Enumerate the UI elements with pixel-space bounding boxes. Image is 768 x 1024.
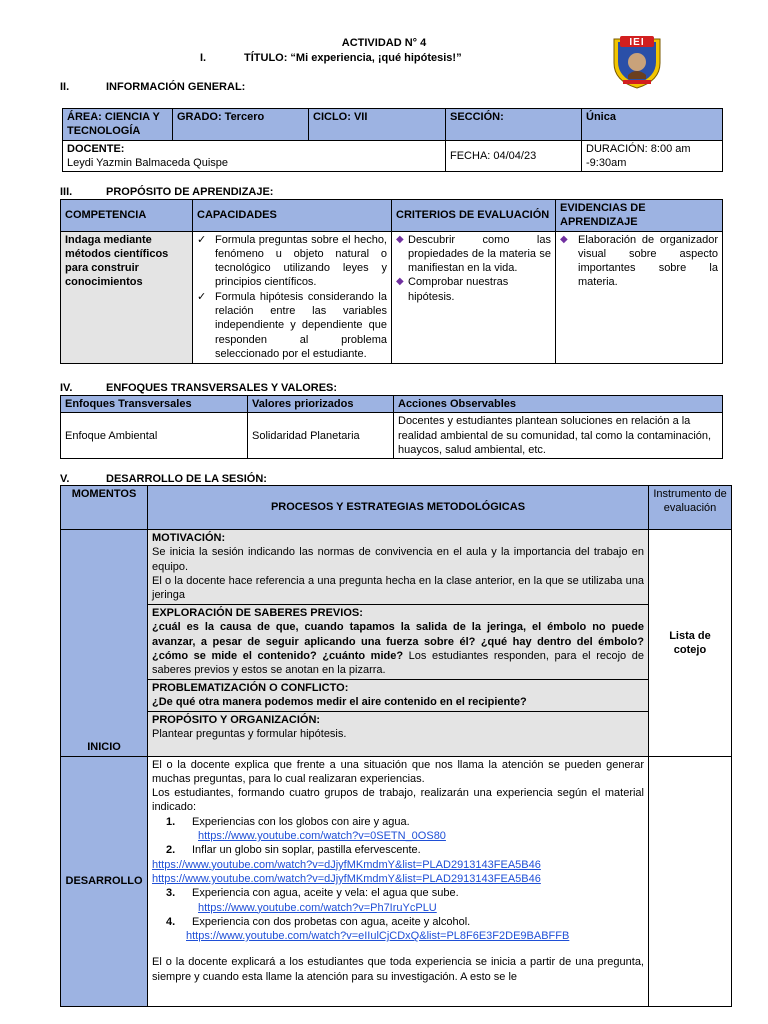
section-value-cell: Única [582, 109, 723, 141]
capacidad-item: ✓ Formula hipótesis considerando la relación entre las variables independiente y dependiente que responden al problema seleccionado por el estudiante. [197, 290, 387, 360]
criterios-cell [392, 231, 556, 363]
motivacion-title: MOTIVACIÓN: [152, 532, 226, 544]
experience-item: 2. Inflar un globo sin soplar, pastilla efervescente. [166, 844, 421, 857]
proposito-text: Plantear preguntas y formular hipótesis. [152, 727, 347, 740]
development-header-instrumento: Instrumento de evaluación [649, 486, 732, 530]
section-title: ENFOQUES TRANSVERSALES Y VALORES: [106, 382, 338, 394]
section-label-cell: SECCIÓN: [446, 109, 582, 141]
proposito-title: PROPÓSITO Y ORGANIZACIÓN: [152, 713, 321, 726]
motivacion-paragraph: El o la docente hace referencia a una pregunta hecha en la clase anterior, en la que se utilizaba una jeringa [152, 574, 644, 602]
video-link[interactable]: https://www.youtube.com/watch?v=Ph7IruYcPLU [198, 901, 437, 914]
acciones-cell: Docentes y estudiantes plantean soluciones en relación a la realidad ambiental de su comunidad, tal como la contaminación, huaycos, salud ambiental, etc. [394, 413, 723, 459]
area-cell: ÁREA: CIENCIA Y TECNOLOGÍA [63, 109, 173, 141]
competencia-cell: Indaga mediante métodos científicos para construir conocimientos [61, 231, 193, 363]
criterio-item: ◆ Descubrir como las propiedades de la materia se manifiestan en la vida. [396, 233, 551, 275]
purpose-header-competencia: COMPETENCIA [61, 200, 193, 232]
experience-item: 4. Experiencia con dos probetas con agua, aceite y alcohol. [166, 915, 471, 928]
saberes-rest: Los estudiantes responden, para el recojo de saberes previos y estos se anotan en la pizarra. [152, 649, 644, 677]
section-title: PROPÓSITO DE APRENDIZAJE: [106, 186, 274, 198]
section-approaches-heading [60, 381, 337, 395]
problema-question: ¿De qué otra manera podemos medir el aire contenido en el recipiente? [152, 696, 527, 709]
check-icon: ✓ [197, 290, 207, 303]
development-table [60, 485, 732, 1007]
diamond-bullet-icon: ◆ [396, 233, 404, 245]
general-info-table [62, 108, 723, 172]
criterio-item: ◆ Comprobar nuestras hipótesis. [396, 276, 509, 303]
section-general-heading [60, 80, 245, 94]
duration-cell: DURACIÓN: 8:00 am -9:30am [582, 140, 723, 172]
experience-item: 3. Experiencia con agua, aceite y vela: el agua que sube. [166, 887, 459, 900]
development-header-procesos: PROCESOS Y ESTRATEGIAS METODOLÓGICAS [148, 486, 649, 530]
motivacion-cell [148, 530, 649, 605]
teacher-label: DOCENTE: [67, 142, 125, 155]
video-link[interactable]: https://www.youtube.com/watch?v=dJjyfMKmdmY&list=PLAD2913143FEA5B46 [152, 858, 541, 871]
saberes-title: EXPLORACIÓN DE SABERES PREVIOS: [152, 607, 363, 619]
approaches-header-valores: Valores priorizados [248, 396, 394, 413]
section-number: III. [60, 186, 73, 198]
valor-cell: Solidaridad Planetaria [248, 413, 394, 459]
diamond-bullet-icon: ◆ [560, 233, 568, 245]
video-link[interactable]: https://www.youtube.com/watch?v=eIIulCjCDxQ&list=PL8F6E3F2DE9BABFFB [186, 930, 570, 943]
evidencias-cell [556, 231, 723, 363]
section-number: IV. [60, 382, 73, 394]
approaches-table [60, 395, 723, 459]
capacidades-cell [193, 231, 392, 363]
desarrollo-moment-cell: DESARROLLO [61, 756, 148, 1006]
saberes-cell [148, 605, 649, 680]
purpose-header-evidencias: EVIDENCIAS DE APRENDIZAJE [556, 200, 723, 232]
video-link[interactable]: https://www.youtube.com/watch?v=dJjyfMKmdmY&list=PLAD2913143FEA5B46 [152, 872, 541, 885]
desarrollo-paragraph: El o la docente explicará a los estudiantes que toda experiencia se inicia a partir de una pregunta, siempre y cuando esta llame la atención para su investigación. A esto se le [152, 956, 644, 983]
capacidad-item: ✓ Formula preguntas sobre el hecho, fenómeno u objeto natural o tecnológico utilizando leyes y principios científicos. [197, 233, 387, 289]
section-title: DESARROLLO DE LA SESIÓN: [106, 473, 267, 485]
experience-item: 1. Experiencias con los globos con aire y agua. [166, 815, 410, 828]
date-cell: FECHA: 04/04/23 [446, 140, 582, 172]
purpose-header-criterios: CRITERIOS DE EVALUACIÓN [392, 200, 556, 232]
session-title: TÍTULO: “Mi experiencia, ¡qué hipótesis!” [244, 52, 462, 64]
teacher-cell [63, 140, 446, 172]
evidencia-item: ◆ Elaboración de organizador visual sobre aspecto importantes sobre la materia. [560, 233, 718, 289]
title-number: I. [200, 52, 207, 64]
grade-cell: GRADO: Tercero [173, 109, 309, 141]
section-purpose-heading [60, 185, 273, 199]
approaches-header-enfoques: Enfoques Transversales [61, 396, 248, 413]
enfoque-cell: Enfoque Ambiental [61, 413, 248, 459]
section-title: INFORMACIÓN GENERAL: [106, 81, 246, 93]
motivacion-paragraph: Se inicia la sesión indicando las normas de convivencia en el aula y la importancia del trabajo en equipo. [152, 546, 644, 573]
purpose-table [60, 199, 723, 364]
desarrollo-instrument-cell [649, 756, 732, 1006]
problema-cell [148, 680, 649, 712]
approaches-header-acciones: Acciones Observables [394, 396, 723, 413]
logo-text: IEI [629, 37, 645, 48]
instrumento-cell: Lista de cotejo [649, 530, 732, 757]
problema-title: PROBLEMATIZACIÓN O CONFLICTO: [152, 682, 349, 694]
saberes-paragraph [152, 620, 644, 677]
section-number: II. [60, 81, 70, 93]
desarrollo-content-cell [148, 756, 649, 1006]
saberes-questions: ¿cuál es la causa de que, cuando tapamos la salida de la jeringa, el émbolo no puede avanzar, a pesar de seguir aplicando una fuerza sobre él? ¿qué hay dentro del émbolo? ¿cómo se mide el contenido? ¿cuánto mide? [152, 621, 644, 662]
section-number: V. [60, 473, 70, 485]
inicio-moment-cell: INICIO [61, 530, 148, 757]
teacher-name: Leydi Yazmin Balmaceda Quispe [67, 156, 229, 169]
desarrollo-paragraph: Los estudiantes, formando cuatro grupos de trabajo, realizarán una experiencia según el material indicado: [152, 787, 644, 814]
purpose-header-capacidades: CAPACIDADES [193, 200, 392, 232]
proposito-cell [148, 711, 649, 756]
cycle-cell: CICLO: VII [309, 109, 446, 141]
activity-number: ACTIVIDAD N° 4 [341, 37, 427, 49]
desarrollo-paragraph: El o la docente explica que frente a una situación que nos llama la atención se pueden generar muchas preguntas, para lo cual realizaran experiencias. [152, 758, 644, 785]
video-link[interactable]: https://www.youtube.com/watch?v=0SETN_0OS80 [198, 830, 446, 843]
development-header-momentos: MOMENTOS [61, 486, 148, 530]
diamond-bullet-icon: ◆ [396, 276, 404, 288]
check-icon: ✓ [197, 233, 207, 246]
